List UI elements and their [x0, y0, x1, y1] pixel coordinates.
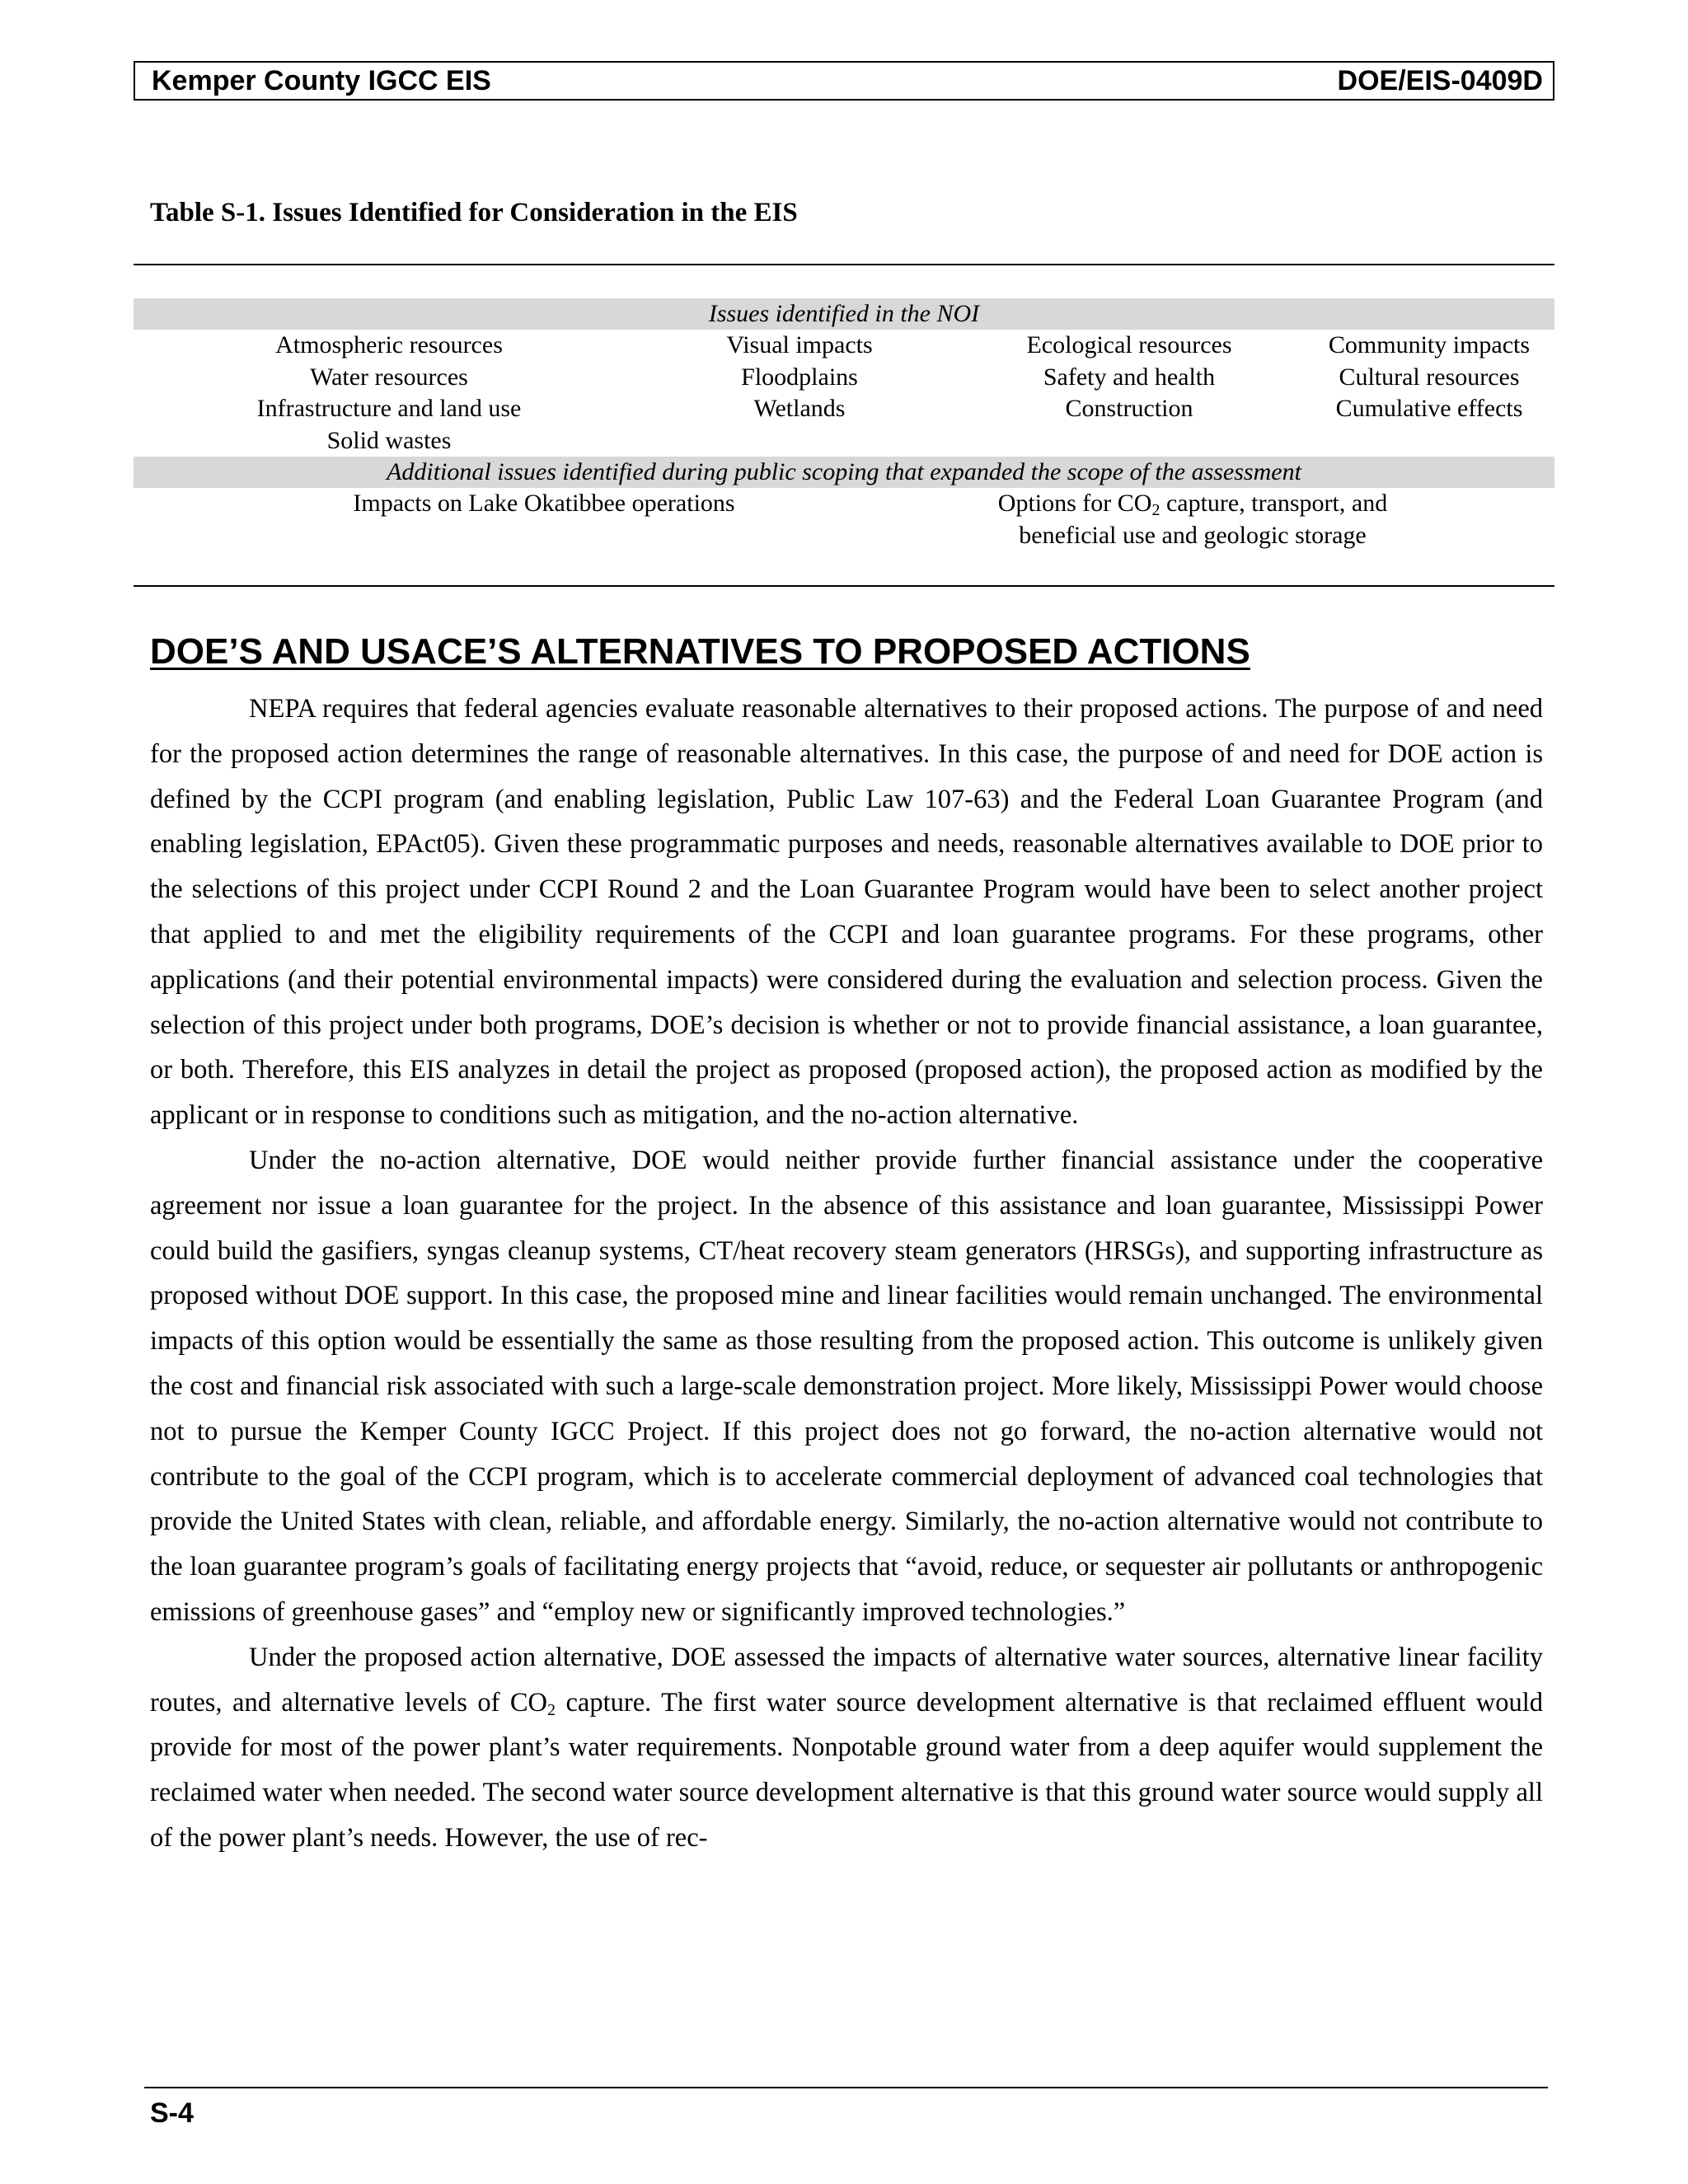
- table-cell: Ecological resources: [1026, 331, 1232, 359]
- table-cell: Safety and health: [1043, 363, 1216, 391]
- table-cell: Options for $CO_2$ capture, transport, and beneficial use and geologic storage: [997, 490, 1388, 549]
- table-top-rule: [134, 264, 1554, 265]
- table-section-header-noi: Issues identified in the NOI: [134, 298, 1554, 330]
- table-cell: [645, 425, 954, 457]
- table-row: [134, 362, 1554, 394]
- table-row: [134, 425, 1554, 457]
- paragraph: NEPA requires that federal agencies evaluate reasonable alternatives to their proposed actions. The purpose of and need for the proposed action determines the range of reasonable alternatives. In this case, the purpose of and need for DOE action is defined by the CCPI program (and enabling legislation, Public Law 107-63) and the Federal Loan Guarantee Program (and enabling legislation, EPAct05). Given these programmatic purposes and needs, reasonable alternatives available to DOE prior to the selections of this project under CCPI Round 2 and the Loan Guarantee Program would have been to select another project that applied to and met the eligibility requirements of the CCPI and loan guarantee programs. For these programs, other applications (and their potential environmental impacts) were considered during the evaluation and selection process. Given the selection of this project under both programs, DOE’s decision is whether or not to provide financial assistance, a loan guarantee, or both. Therefore, this EIS analyzes in detail the project as proposed (proposed action), the proposed action as modified by the applicant or in response to conditions such as mitigation, and the no-action alternative.: [150, 694, 1543, 1131]
- table-row: [134, 330, 1554, 362]
- table-cell: Wetlands: [753, 395, 846, 422]
- table-cell: Atmospheric resources: [275, 331, 503, 359]
- paragraph: Under the proposed action alternative, DOE assessed the impacts of alternative water sources, alternative linear facility routes, and alternative levels of $CO_2$ capture. The first water source development alternative is that reclaimed effluent would provide for most of the power plant’s water requirements. Nonpotable ground water from a deep aquifer would supplement the reclaimed water when needed. The second water source development alternative is that this ground water source would supply all of the power plant’s needs. However, the use of rec-: [150, 1642, 1543, 1853]
- table-cell: Cultural resources: [1339, 363, 1520, 391]
- table-row: [134, 488, 1554, 551]
- header-document-title: Kemper County IGCC EIS: [152, 64, 491, 96]
- table-row: [134, 393, 1554, 425]
- paragraph: Under the no-action alternative, DOE would neither provide further financial assistance under the cooperative agreement nor issue a loan guarantee for the project. In the absence of this assistance and loan guarantee, Mississippi Power could build the gasifiers, syngas cleanup systems, CT/heat recovery steam generators (HRSGs), and supporting infrastructure as proposed without DOE support. In this case, the proposed mine and linear facilities would remain unchanged. The environmental impacts of this option would be essentially the same as those resulting from the proposed action. This outcome is unlikely given the cost and financial risk associated with such a large-scale demonstration project. More likely, Mississippi Power would choose not to pursue the Kemper County IGCC Project. If this project does not go forward, the no-action alternative would not contribute to the goal of the CCPI program, which is to accelerate commercial deployment of advanced coal technologies that provide the United States with clean, reliable, and affordable energy. Similarly, the no-action alternative would not contribute to the loan guarantee program’s goals of facilitating energy projects that “avoid, reduce, or sequester air pollutants or anthropogenic emissions of greenhouse gases” and “employ new or significantly improved technologies.”: [150, 1145, 1543, 1627]
- page-number: S-4: [150, 2097, 194, 2129]
- table-cell: Visual impacts: [726, 331, 873, 359]
- section-heading: DOE’S AND USACE’S ALTERNATIVES TO PROPOSED ACTIONS: [150, 631, 1250, 672]
- table-cell: Solid wastes: [326, 426, 452, 454]
- table-cell: Water resources: [310, 363, 468, 391]
- table-cell: Cumulative effects: [1335, 395, 1523, 422]
- table-cell: [1304, 425, 1554, 457]
- issues-table: [134, 298, 1554, 551]
- table-cell: [954, 425, 1304, 457]
- table-cell: Infrastructure and land use: [256, 395, 522, 422]
- table-bottom-rule: [134, 585, 1554, 587]
- footer-rule: [144, 2087, 1548, 2088]
- table-caption: Table S-1. Issues Identified for Consideration in the EIS: [150, 198, 798, 227]
- body-text: [150, 687, 1543, 1861]
- header-document-number: DOE/EIS-0409D: [1337, 64, 1543, 96]
- table-cell: Floodplains: [741, 363, 858, 391]
- table-cell: Community impacts: [1328, 331, 1531, 359]
- table-cell: Impacts on Lake Okatibbee operations: [353, 490, 735, 517]
- table-section-header-scoping: Additional issues identified during public scoping that expanded the scope of the assessment: [134, 457, 1554, 488]
- running-header: [134, 61, 1554, 101]
- table-cell: Construction: [1065, 395, 1193, 422]
